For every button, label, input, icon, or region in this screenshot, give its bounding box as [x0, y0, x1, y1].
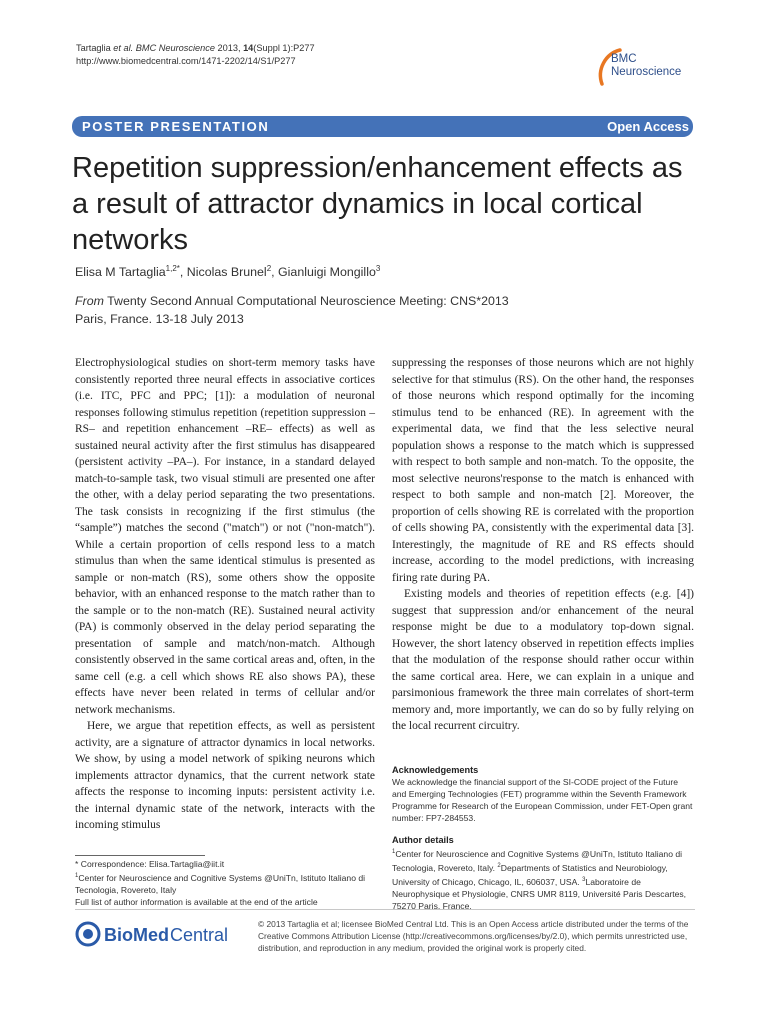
paragraph: Electrophysiological studies on short-term memory tasks have consistently reported three neural effects in associative cortices (i.e. ITC, PFC and PPC; [1]): a modulation of neuronal responses following stimulus repetition (repetition suppression –RS– and repetition enhancement –RE– effects) as well as sustained neural activity after the first stimulus has disappeared (persistent activity –PA–). For instance, in a standard delayed match-to-sample task, two visual stimuli are presented one after the other, with a delay period separating the two presentations. The task consists in recognizing if the first stimulus (the “sample”) matches the second ("match") or not ("non-match"). While a certain proportion of cells respond less to a match stimulus than when the same identical stimulus is presented as sample or non-match (RS), some others show the opposite behavior, with an enhanced response to the match rather than to the sample or to the non-match (RE). Sustained neural activity (PA) is commonly observed in the delay period separating the presentation of sample and match/non-match. Although consistently observed in the same cortical areas and, often, in the same cell (e.g. a cell which shows RE also shows PA), these effects have never been related in terms of cellular and/or network mechanisms.	[75, 357, 375, 716]
author: Elisa M Tartaglia	[75, 265, 166, 280]
biomed-central-logo	[75, 919, 235, 949]
citation-header	[76, 42, 315, 68]
body-column-right	[392, 355, 694, 735]
author-details	[392, 834, 694, 912]
svg-text:BioMed: BioMed	[104, 925, 169, 945]
acknowledgements	[392, 764, 694, 824]
svg-text:Central: Central	[170, 925, 229, 945]
author: Nicolas Brunel	[186, 265, 267, 280]
body-column-left	[75, 355, 375, 834]
footnote-divider	[75, 855, 205, 856]
author: Gianluigi Mongillo	[278, 265, 376, 280]
section-banner	[72, 116, 693, 137]
footer-divider	[75, 909, 695, 910]
paragraph: suppressing the responses of those neurons which are not highly selective for that stimulus (RS). On the other hand, the responses of those neurons which respond optimally for the incoming stimulus tend to be enhanced (RE). In agreement with the experimental data, we find that the less selective neural population shows a response to the match which is suppressed with respect to both sample and non-match. To the opposite, the most selective neurons'response to the match is enhanced with respect to both sample and non-match [2]. Moreover, the proportion of cells showing RE is correlated with the proportion of cells showing PA, consistently with the experimental data [3]. Interestingly, the magnitude of RE and RS effects should increase, according to the model predictions, with increasing firing rate during PA.	[392, 357, 694, 584]
author-list: Elisa M Tartaglia$^{1,2*}$, Nicolas Brunel$^2$, Gianluigi Mongillo$^3$	[75, 264, 381, 280]
article-url[interactable]: http://www.biomedcentral.com/1471-2202/14/S1/P277	[76, 56, 296, 66]
article-title: Repetition suppression/enhancement effects as a result of attractor dynamics in local cortical networks	[72, 152, 683, 256]
section-label: POSTER PRESENTATION	[82, 119, 270, 134]
meeting-info: From Twenty Second Annual Computational Neuroscience Meeting: CNS*2013 Paris, France. 13-18 July 2013	[75, 294, 509, 326]
paragraph: Here, we argue that repetition effects, as well as persistent activity, are a signature of attractor dynamics in local networks. We show, by using a model network of spiking neurons which implements attractor dynamics, that the current network state affects the response to incoming inputs: persistent activity i.e. the internal dynamic state of the network, interacts with the incoming stimulus	[75, 720, 375, 831]
journal-logo-text: BMC Neuroscience	[611, 53, 682, 78]
acknowledgements-heading: Acknowledgements	[392, 765, 479, 775]
author-details-text: $^1$Center for Neuroscience and Cognitive Systems @UniTn, Istituto Italiano di Tecnologia, Rovereto, Italy. $^2$Departments of Statistics and Neurobiology, University of Chicago, Chicago, IL, 606037, USA. $^3$Laboratoire de Neurophysique et Physiologie, CNRS UMR 8119, Université Paris Descartes, 75270 Paris, France.	[392, 848, 687, 911]
license-text: © 2013 Tartaglia et al; licensee BioMed Central Ltd. This is an Open Access article distributed under the terms of the Creative Commons Attribution License (http://creativecommons.org/licenses/by/2.0), which permits unrestricted use, distribution, and reproduction in any medium, provided the original work is properly cited.	[258, 919, 689, 953]
citation-line: Tartaglia et al. BMC Neuroscience 2013, 14(Suppl 1):P277	[76, 43, 315, 53]
affiliation-note: $^1$Center for Neuroscience and Cognitive Systems @UniTn, Istituto Italiano di Tecnologia, Rovereto, Italy	[75, 872, 366, 895]
footnotes	[75, 858, 385, 908]
full-list-note: Full list of author information is available at the end of the article	[75, 896, 318, 907]
acknowledgements-text: We acknowledge the financial support of the SI-CODE project of the Future and Emerging Technologies (FET) programme within the Seventh Framework Programme for Research of the European Commission, under FET-Open grant number: FP7-284553.	[392, 777, 693, 823]
correspondence[interactable]: * Correspondence: Elisa.Tartaglia@iit.it	[75, 859, 225, 869]
open-access-label: Open Access	[607, 119, 689, 134]
author-details-heading: Author details	[392, 835, 454, 845]
paragraph: Existing models and theories of repetition effects (e.g. [4]) suggest that suppression and/or enhancement of the neural response might be due to a modulatory top-down signal. However, the short latency observed in repetition effects implies that the modulation of the response should rather occur within the same cortical area. Here, we can explain in a unique and parsimonious framework the three main correlates of short-term memory and, more importantly, we can do so by fully relying on the local recurrent circuitry.	[392, 588, 694, 732]
